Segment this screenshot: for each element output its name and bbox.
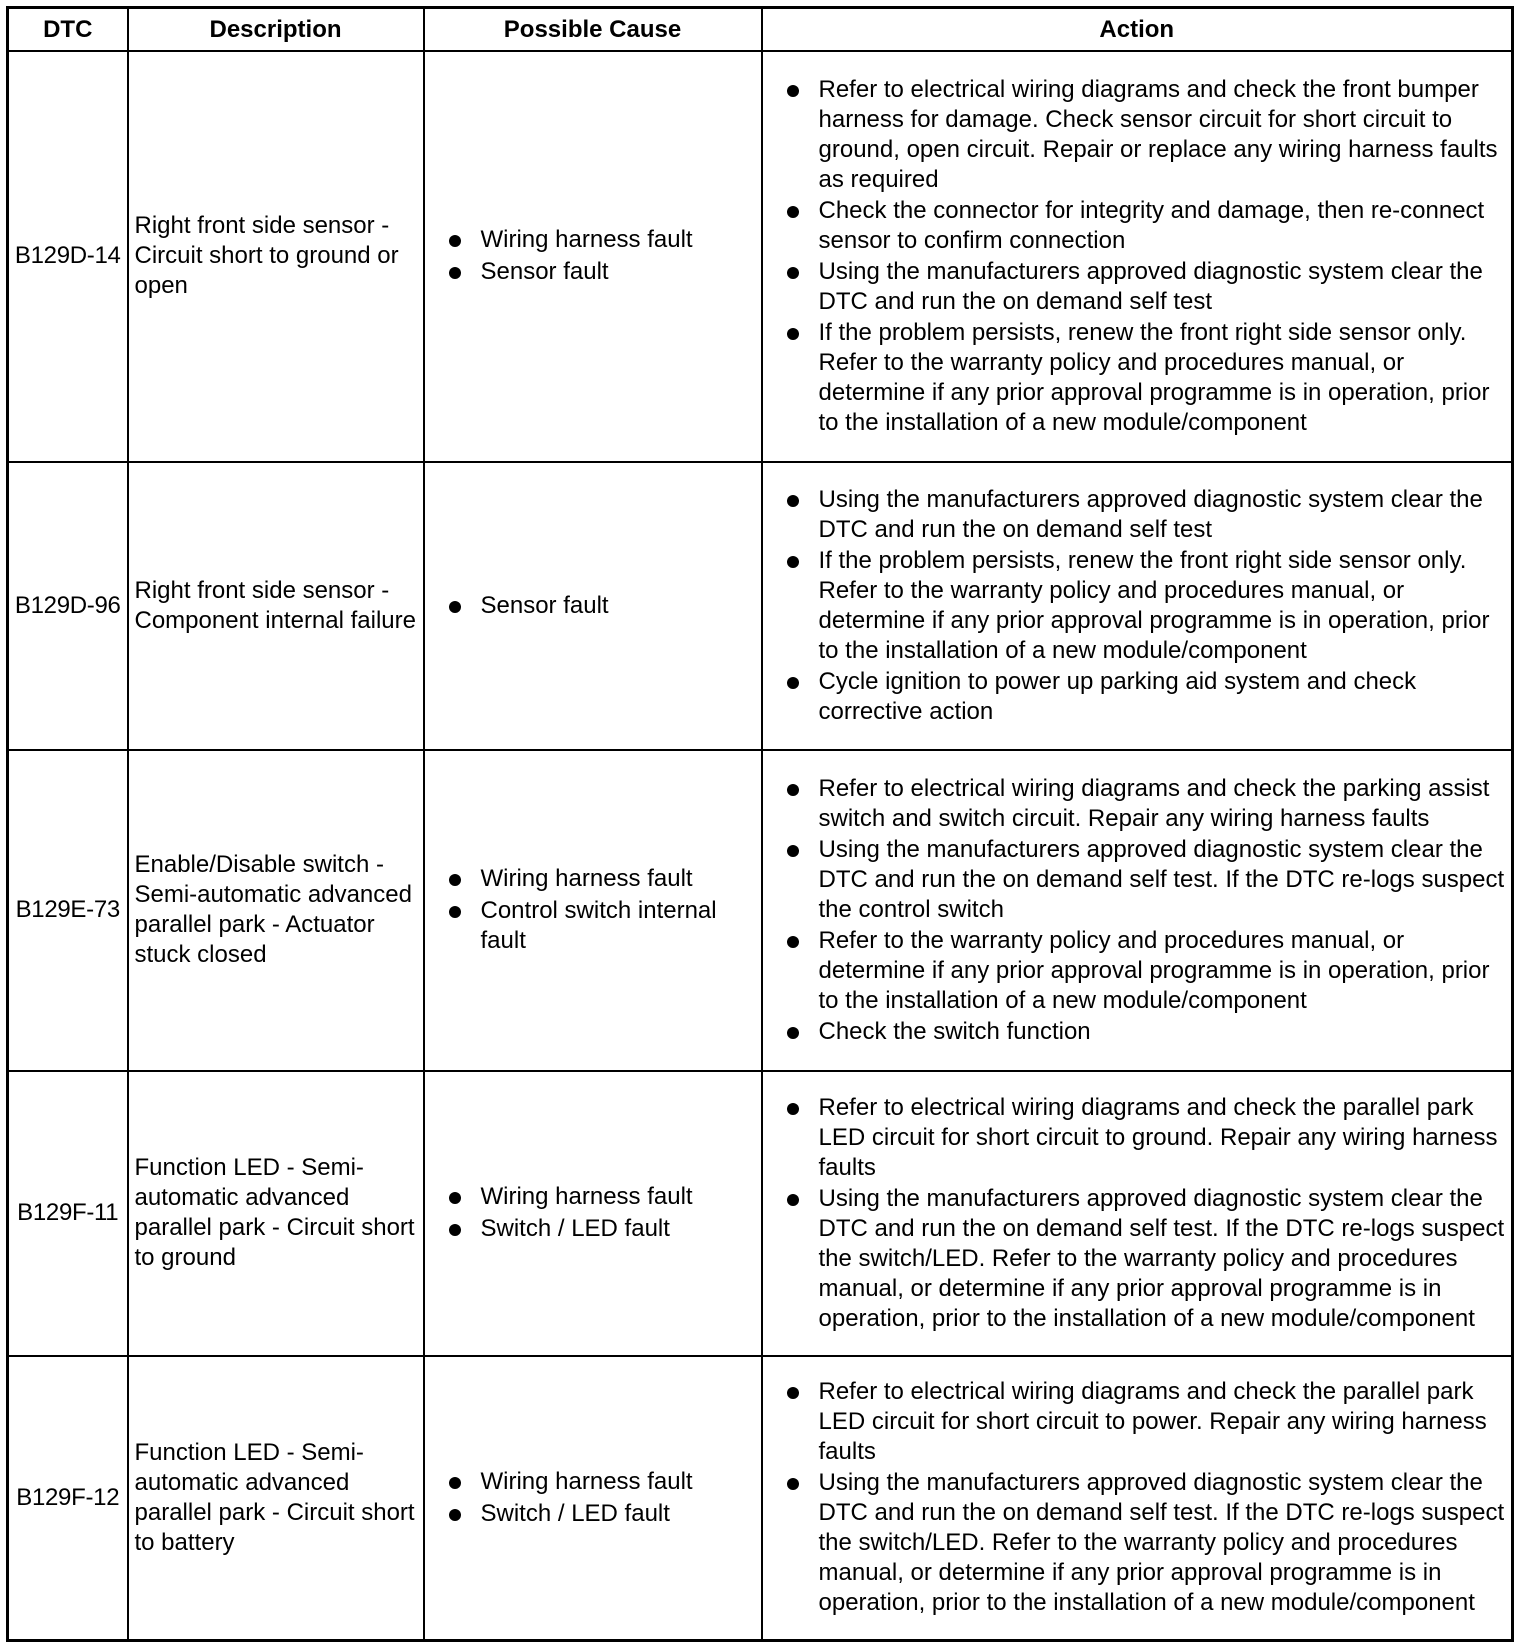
cause-item-list: [425, 1467, 761, 1529]
cause-item-text: Wiring harness fault: [480, 226, 693, 254]
table-row: [8, 1071, 1513, 1356]
cause-item-text: Wiring harness fault: [480, 1467, 693, 1495]
action-item-list: [763, 485, 1512, 727]
bullet-icon: [787, 267, 799, 279]
bullet-icon: [787, 1194, 799, 1206]
action-item-list: [763, 774, 1512, 1047]
action-item: [763, 774, 1512, 834]
dtc-code-cell: B129F-11: [8, 1071, 128, 1356]
header-action: Action: [762, 8, 1513, 52]
action-item-list: [763, 1377, 1512, 1618]
action-cell: [762, 750, 1513, 1071]
bullet-icon: [787, 495, 799, 507]
action-item: [763, 1017, 1512, 1047]
cause-item-list: [425, 1182, 761, 1244]
bullet-icon: [449, 1509, 461, 1521]
cause-item: [425, 1182, 761, 1212]
bullet-icon: [787, 1387, 799, 1399]
dtc-table: [6, 6, 1514, 1642]
action-item-text: Cycle ignition to power up parking aid system and check corrective action: [818, 667, 1417, 725]
action-item-text: Refer to electrical wiring diagrams and check the front bumper harness for damage. Check sensor circuit for short circuit to ground, open circuit. Repair or replace any wiring harness faults as required: [818, 75, 1498, 193]
cause-item: [425, 1467, 761, 1497]
action-item: [763, 1093, 1512, 1183]
action-item-text: If the problem persists, renew the front right side sensor only. Refer to the warranty policy and procedures manual, or determine if any prior approval programme is in operation, prior to the installation of a new module/component: [818, 318, 1490, 436]
dtc-code-cell: B129F-12: [8, 1356, 128, 1641]
action-item-text: Refer to electrical wiring diagrams and check the parallel park LED circuit for short circuit to power. Repair any wiring harness faults: [818, 1378, 1487, 1466]
action-item-text: Using the manufacturers approved diagnostic system clear the DTC and run the on demand self test: [818, 257, 1483, 315]
header-possible-cause: Possible Cause: [424, 8, 762, 52]
action-item: [763, 196, 1512, 256]
action-item: [763, 257, 1512, 317]
cause-item-text: Wiring harness fault: [480, 1183, 693, 1211]
bullet-icon: [787, 1103, 799, 1115]
action-item: [763, 835, 1512, 925]
header-row: [8, 8, 1513, 52]
cause-item: [425, 864, 761, 894]
cause-item-text: Switch / LED fault: [480, 1215, 670, 1243]
cause-item: [425, 1499, 761, 1529]
action-item: [763, 926, 1512, 1016]
bullet-icon: [787, 936, 799, 948]
action-item: [763, 318, 1512, 438]
cause-item-list: [425, 225, 761, 287]
action-item: [763, 1377, 1512, 1467]
possible-cause-cell: [424, 750, 762, 1071]
bullet-icon: [787, 1478, 799, 1490]
cause-item-text: Switch / LED fault: [480, 1499, 670, 1527]
possible-cause-cell: [424, 51, 762, 462]
description-cell: Right front side sensor - Component internal failure: [128, 462, 424, 750]
cause-item-text: Wiring harness fault: [480, 865, 693, 893]
cause-item: [425, 896, 761, 956]
bullet-icon: [787, 845, 799, 857]
action-item-text: Using the manufacturers approved diagnostic system clear the DTC and run the on demand self test: [818, 485, 1483, 543]
cause-item-list: [425, 591, 761, 621]
action-item-text: Using the manufacturers approved diagnostic system clear the DTC and run the on demand self test. If the DTC re-logs suspect the control switch: [818, 835, 1505, 923]
action-item: [763, 1468, 1512, 1618]
cause-item-text: Sensor fault: [480, 591, 609, 619]
cause-item: [425, 257, 761, 287]
action-cell: [762, 462, 1513, 750]
action-cell: [762, 51, 1513, 462]
action-item-text: Refer to electrical wiring diagrams and check the parking assist switch and switch circuit. Repair any wiring harness faults: [818, 774, 1490, 832]
action-item-text: Check the connector for integrity and damage, then re-connect sensor to confirm connection: [818, 196, 1485, 254]
cause-item: [425, 225, 761, 255]
action-item: [763, 546, 1512, 666]
bullet-icon: [787, 677, 799, 689]
bullet-icon: [449, 601, 461, 613]
table-row: [8, 1356, 1513, 1641]
possible-cause-cell: [424, 1071, 762, 1356]
action-item-text: Using the manufacturers approved diagnostic system clear the DTC and run the on demand self test. If the DTC re-logs suspect the switch/LED. Refer to the warranty policy and procedures manual, or determine if any prior approval programme is in operation, prior to the installation of a new module/component: [818, 1469, 1505, 1617]
header-description: Description: [128, 8, 424, 52]
description-cell: Function LED - Semi-automatic advanced parallel park - Circuit short to ground: [128, 1071, 424, 1356]
cause-item-list: [425, 864, 761, 956]
cause-item: [425, 591, 761, 621]
table-row: [8, 51, 1513, 462]
dtc-code-cell: B129D-14: [8, 51, 128, 462]
description-cell: Function LED - Semi-automatic advanced parallel park - Circuit short to battery: [128, 1356, 424, 1641]
bullet-icon: [787, 556, 799, 568]
action-item: [763, 485, 1512, 545]
action-cell: [762, 1356, 1513, 1641]
action-item: [763, 667, 1512, 727]
description-cell: Enable/Disable switch - Semi-automatic advanced parallel park - Actuator stuck closed: [128, 750, 424, 1071]
dtc-code-cell: B129D-96: [8, 462, 128, 750]
action-cell: [762, 1071, 1513, 1356]
action-item-list: [763, 1093, 1512, 1334]
action-item-text: Refer to electrical wiring diagrams and check the parallel park LED circuit for short circuit to ground. Repair any wiring harness faults: [818, 1093, 1498, 1181]
table-body: [8, 51, 1513, 1641]
bullet-icon: [787, 328, 799, 340]
bullet-icon: [449, 1192, 461, 1204]
bullet-icon: [449, 267, 461, 279]
bullet-icon: [449, 1224, 461, 1236]
dtc-code-cell: B129E-73: [8, 750, 128, 1071]
cause-item-text: Sensor fault: [480, 258, 609, 286]
action-item-text: Check the switch function: [818, 1017, 1091, 1045]
bullet-icon: [449, 235, 461, 247]
description-cell: Right front side sensor - Circuit short to ground or open: [128, 51, 424, 462]
bullet-icon: [449, 874, 461, 886]
table-row: [8, 750, 1513, 1071]
bullet-icon: [787, 85, 799, 97]
action-item: [763, 75, 1512, 195]
action-item: [763, 1184, 1512, 1334]
action-item-text: Refer to the warranty policy and procedures manual, or determine if any prior approval programme is in operation, prior to the installation of a new module/component: [818, 926, 1490, 1014]
bullet-icon: [787, 1027, 799, 1039]
bullet-icon: [787, 784, 799, 796]
table-row: [8, 462, 1513, 750]
bullet-icon: [449, 1477, 461, 1489]
action-item-text: Using the manufacturers approved diagnostic system clear the DTC and run the on demand self test. If the DTC re-logs suspect the switch/LED. Refer to the warranty policy and procedures manual, or determine if any prior approval programme is in operation, prior to the installation of a new module/component: [818, 1184, 1505, 1332]
header-dtc: DTC: [8, 8, 128, 52]
bullet-icon: [449, 906, 461, 918]
possible-cause-cell: [424, 462, 762, 750]
bullet-icon: [787, 206, 799, 218]
cause-item-text: Control switch internal fault: [480, 897, 717, 955]
action-item-text: If the problem persists, renew the front right side sensor only. Refer to the warranty policy and procedures manual, or determine if any prior approval programme is in operation, prior to the installation of a new module/component: [818, 546, 1490, 664]
action-item-list: [763, 75, 1512, 438]
cause-item: [425, 1214, 761, 1244]
possible-cause-cell: [424, 1356, 762, 1641]
